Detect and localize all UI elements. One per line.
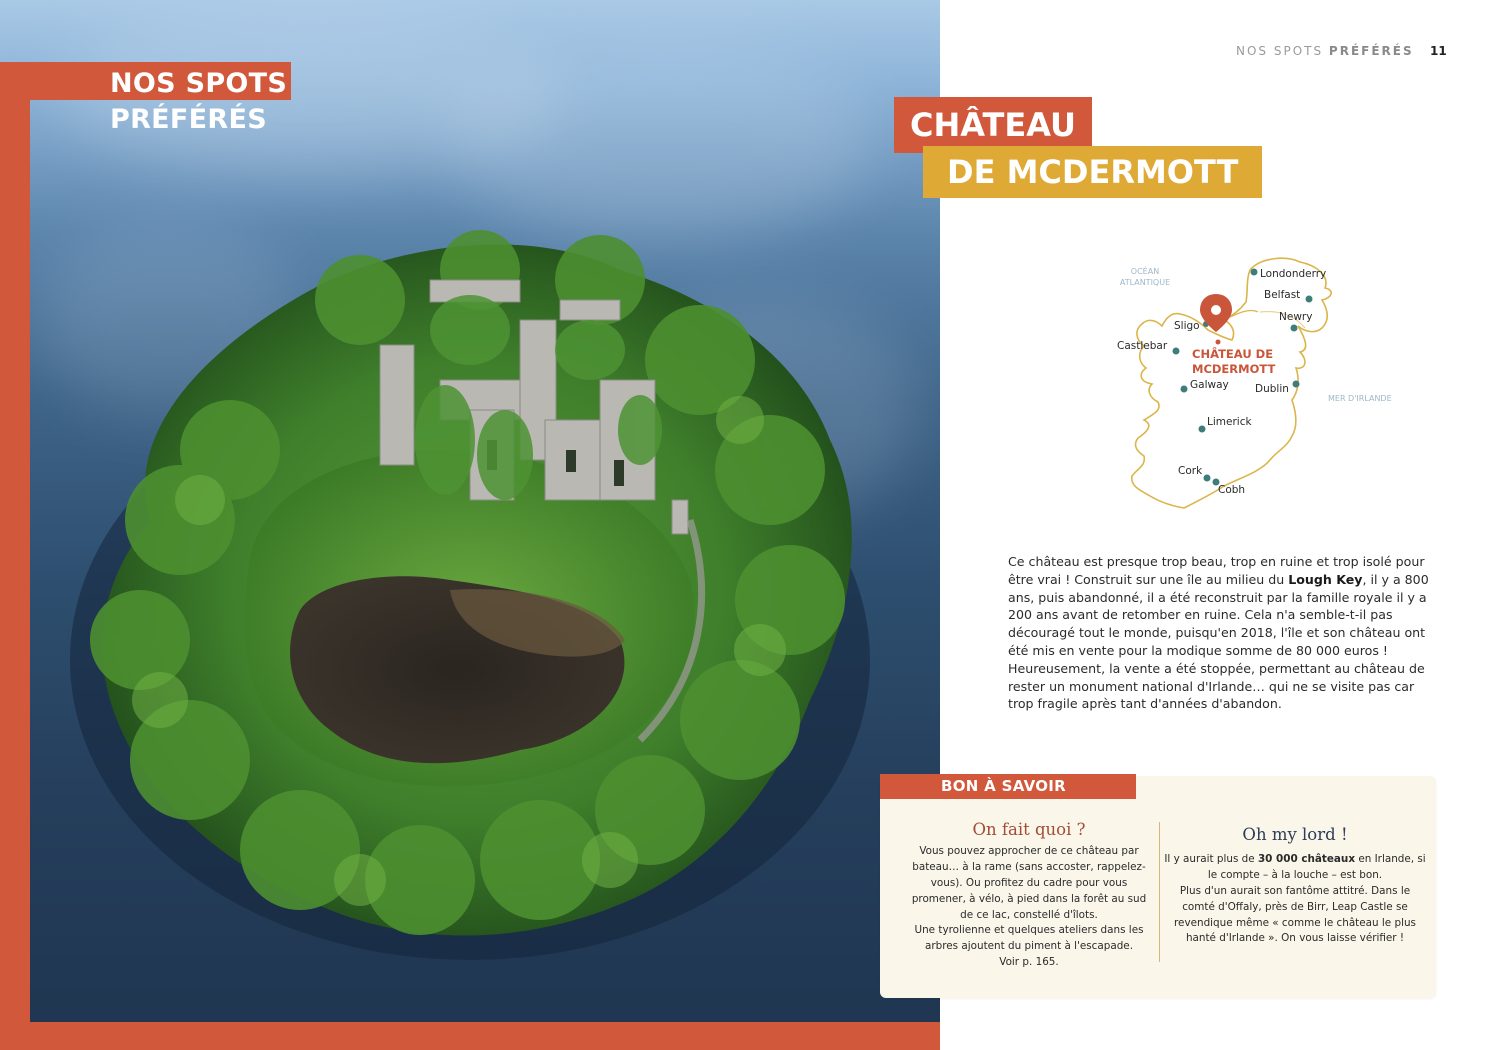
location-pin-icon <box>1200 294 1232 345</box>
map-city-sligo: Sligo <box>1174 320 1200 332</box>
map-city-newry: Newry <box>1279 311 1313 323</box>
oh-my-lord-text: Il y aurait plus de 30 000 châteaux en Irlande, si le compte – à la louche – est bon. <box>1164 852 1426 881</box>
page-title-line1: CHÂTEAU <box>894 97 1092 153</box>
page-reference-link[interactable]: Voir p. 165. <box>999 956 1059 969</box>
map-city-castlebar: Castlebar <box>1117 340 1168 352</box>
page-number: 11 <box>1430 44 1447 58</box>
what-to-do-heading: On fait quoi ? <box>972 820 1086 839</box>
what-to-do-text: Vous pouvez approcher de ce château par bateau… à la rame (sans accoster, rappelez-vous). Ou profitez du cadre pour vous promener, à vélo, à pied dans la forêt au sud de ce lac, constellé d'îlots. <box>911 844 1147 921</box>
article-body: Ce château est presque trop beau, trop en ruine et trop isolé pour être vrai ! Construit sur une île au milieu du Lough Key, il y a 800 ans, puis abandonné, il a été reconstruit par la famille royale il y a 200 ans avant de retomber en ruine. Cela n'a semble-t-il pas découragé tout le monde, puisqu'en 2018, l'île et son château ont été mis en vente pour la modique somme de 80 000 euros ! Heureusement, la vente a été stoppée, permettant au château de rester un monument national d'Irlande… qui ne se visite pas car trop fragile après tant d'années d'abandon. <box>1008 554 1429 712</box>
running-head-bold: PRÉFÉRÉS <box>1328 44 1414 58</box>
page-title-line2: DE MCDERMOTT <box>923 146 1262 198</box>
map-city-cork: Cork <box>1178 465 1203 477</box>
oh-my-lord-heading: Oh my lord ! <box>1242 825 1348 844</box>
map-city-belfast: Belfast <box>1264 289 1301 301</box>
map-city-dublin: Dublin <box>1255 383 1289 395</box>
map-label-irish-sea: MER D'IRLANDE <box>1328 394 1392 403</box>
section-title <box>110 66 287 138</box>
map-label-atlantic: OCÉAN ATLANTIQUE <box>1119 267 1171 287</box>
section-title-line1: NOS SPOTS <box>110 68 288 99</box>
frame-bottom-bar <box>0 1022 940 1050</box>
what-to-do-column <box>904 822 1154 971</box>
running-head <box>1236 44 1414 58</box>
map-city-londonderry: Londonderry <box>1260 268 1327 280</box>
oh-my-lord-text2: Plus d'un aurait son fantôme attitré. Dans le comté d'Offaly, près de Birr, Leap Castle se revendique même « comme le château le plus hanté d'Irlande ». On vous laisse vérifier ! <box>1174 884 1416 945</box>
frame-left-bar <box>0 62 30 1050</box>
map-city-limerick: Limerick <box>1207 416 1252 428</box>
good-to-know-tag: BON À SAVOIR <box>880 774 1136 799</box>
map-target-label: CHÂTEAU DE MCDERMOTT <box>1192 347 1276 376</box>
running-head-light: NOS SPOTS <box>1236 44 1329 58</box>
what-to-do-text2: Une tyrolienne et quelques ateliers dans les arbres ajoutent du piment à l'escapade. <box>914 924 1144 953</box>
column-divider <box>1159 822 1160 962</box>
map-city-galway: Galway <box>1190 379 1229 391</box>
ireland-map <box>1100 240 1420 520</box>
section-title-line2: PRÉFÉRÉS <box>110 104 267 135</box>
lough-key-emphasis: Lough Key <box>1288 571 1363 587</box>
map-city-cobh: Cobh <box>1218 484 1246 496</box>
oh-my-lord-column <box>1164 827 1426 947</box>
